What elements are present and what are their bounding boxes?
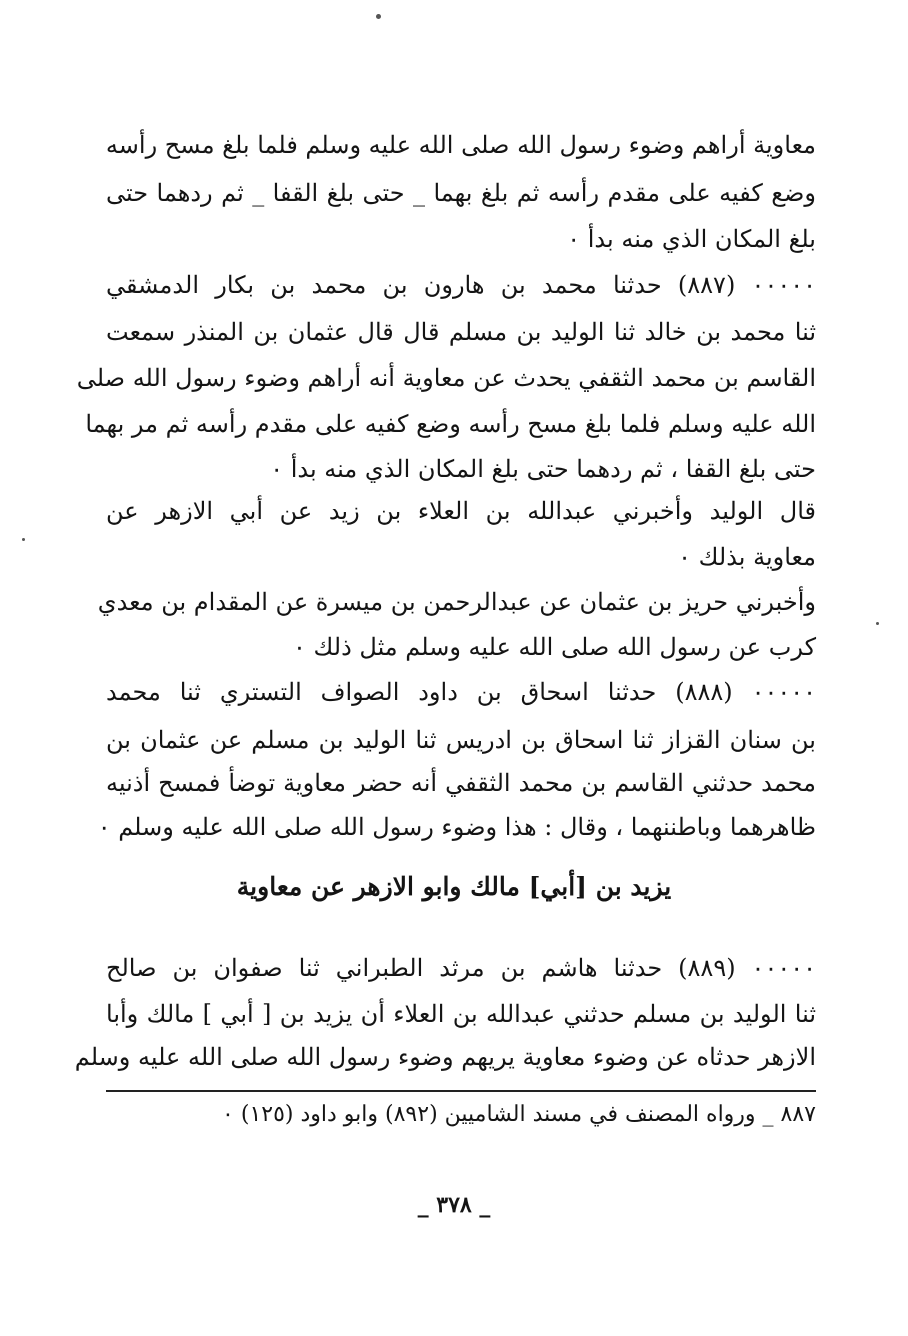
- hadith-887-line-3: القاسم بن محمد الثقفي يحدث عن معاوية أنه أراهم وضوء رسول الله صلى: [76, 364, 816, 392]
- scan-speck: [376, 14, 381, 19]
- hadith-888-line-4: ظاهرهما وباطننهما ، وقال : هذا وضوء رسول الله صلى الله عليه وسلم ٠: [97, 813, 816, 841]
- hadith-887-line-6: قال الوليد وأخبرني عبدالله بن العلاء بن زيد عن أبي الازهر عن: [106, 497, 816, 525]
- scan-speck: [876, 622, 879, 625]
- hadith-889-line-1: ٠٠٠٠٠ (٨٨٩) حدثنا هاشم بن مرثد الطبراني ثنا صفوان بن صالح: [106, 954, 816, 982]
- hadith-887-line-7: معاوية بذلك ٠: [678, 543, 816, 571]
- hadith-887-line-5: حتى بلغ القفا ، ثم ردهما حتى بلغ المكان الذي منه بدأ ٠: [270, 455, 816, 483]
- footnote: ٨٨٧ _ ورواه المصنف في مسند الشاميين (٨٩٢) وابو داود (١٢٥) ٠: [222, 1102, 816, 1127]
- hadith-889-line-2: ثنا الوليد بن مسلم حدثني عبدالله بن العلاء أن يزيد بن [ أبي ] مالك وأبا: [106, 1000, 817, 1028]
- hadith-887-line-9: كرب عن رسول الله صلى الله عليه وسلم مثل ذلك ٠: [293, 633, 816, 661]
- hadith-889-line-3: الازهر حدثاه عن وضوء معاوية يريهم وضوء رسول الله صلى الله عليه وسلم: [74, 1043, 816, 1071]
- hadith-888-line-3: محمد حدثني القاسم بن محمد الثقفي أنه حضر معاوية توضأ فمسح أذنيه: [106, 769, 816, 797]
- footnote-divider: [106, 1090, 816, 1092]
- hadith-887-line-2: ثنا محمد بن خالد ثنا الوليد بن مسلم قال قال عثمان بن المنذر سمعت: [106, 318, 816, 346]
- section-heading: يزيد بن [أبي] مالك وابو الازهر عن معاوية: [236, 872, 672, 901]
- hadith-887-line-1: ٠٠٠٠٠ (٨٨٧) حدثنا محمد بن هارون بن محمد بن بكار الدمشقي: [106, 271, 816, 299]
- hadith-888-line-1: ٠٠٠٠٠ (٨٨٨) حدثنا اسحاق بن داود الصواف التستري ثنا محمد: [106, 678, 817, 706]
- text-line-1: معاوية أراهم وضوء رسول الله صلى الله عليه وسلم فلما بلغ مسح رأسه: [105, 131, 816, 159]
- text-line-3: بلغ المكان الذي منه بدأ ٠: [567, 225, 816, 253]
- hadith-888-line-2: بن سنان القزاز ثنا اسحاق بن ادريس ثنا الوليد بن مسلم عن عثمان بن: [106, 726, 816, 754]
- page-number: _ ٣٧٨ _: [417, 1192, 491, 1218]
- scan-speck: [22, 538, 25, 541]
- hadith-887-line-8: وأخبرني حريز بن عثمان عن عبدالرحمن بن ميسرة عن المقدام بن معدي: [97, 588, 816, 616]
- hadith-887-line-4: الله عليه وسلم فلما بلغ مسح رأسه وضع كفيه على مقدم رأسه ثم مر بهما: [85, 410, 816, 438]
- text-line-2: وضع كفيه على مقدم رأسه ثم بلغ بهما _ حتى بلغ القفا _ ثم ردهما حتى: [106, 179, 816, 207]
